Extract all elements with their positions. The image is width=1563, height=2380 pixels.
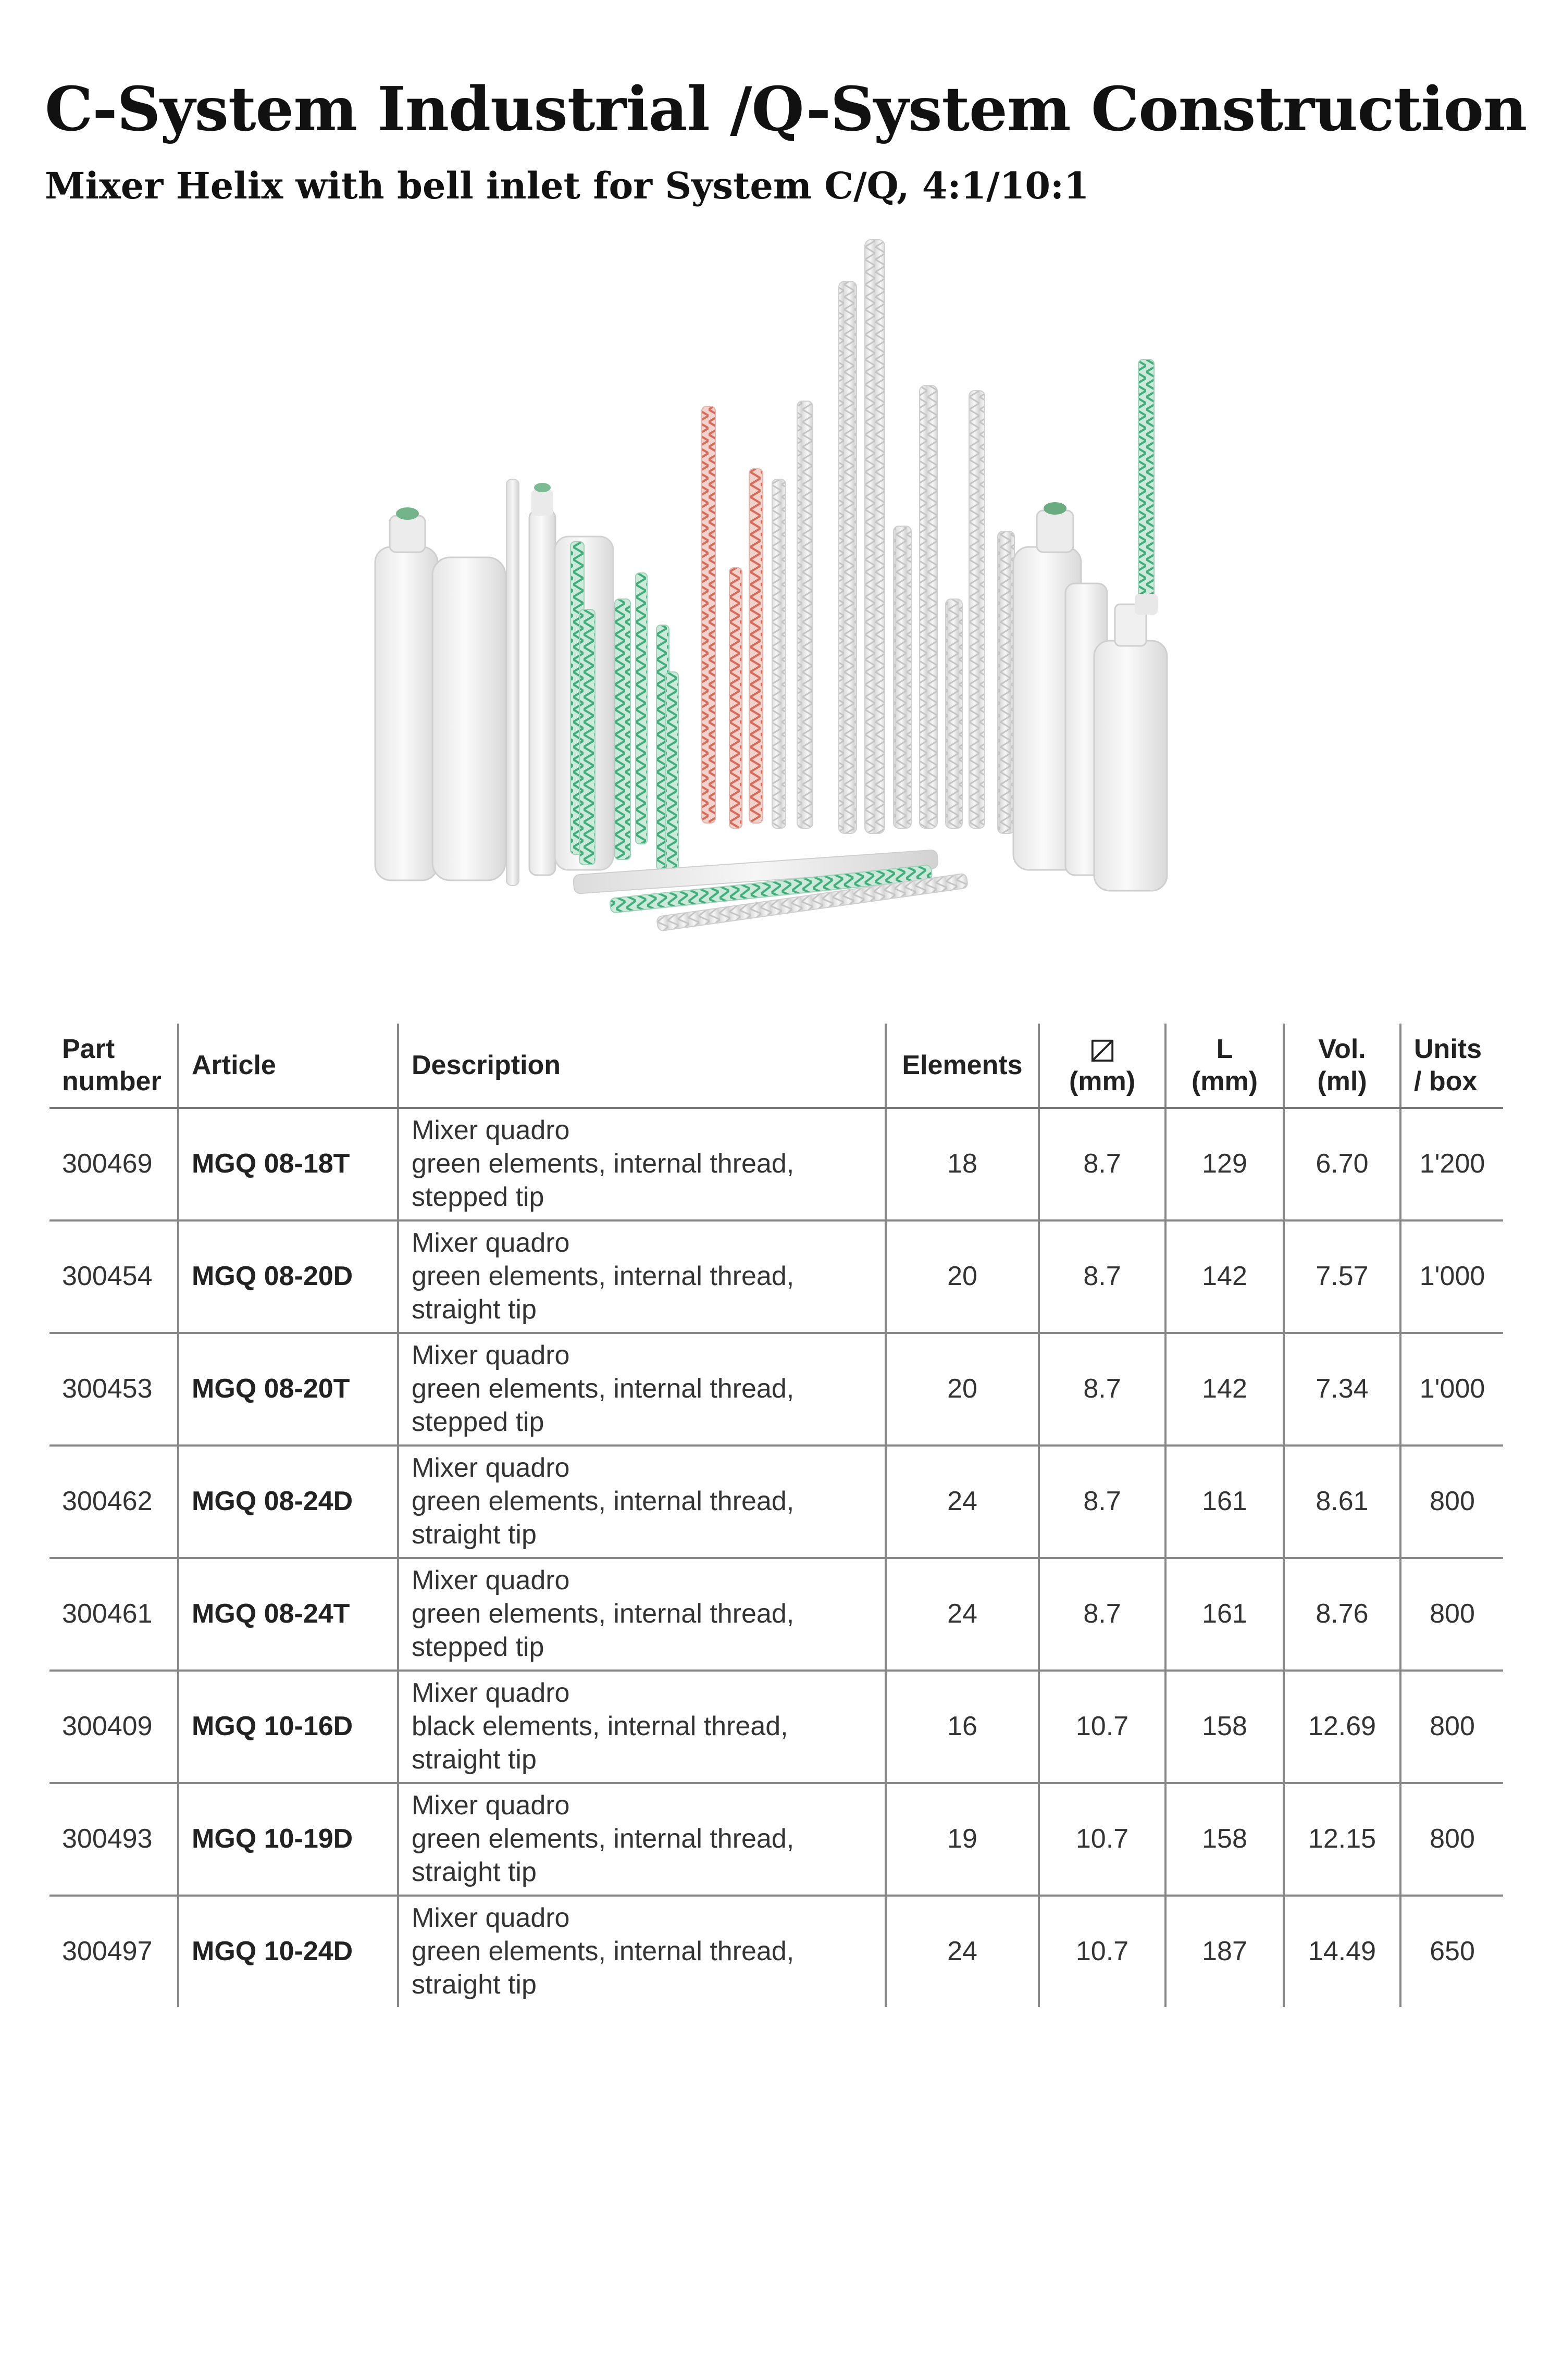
description-line: black elements, internal thread, [412,1711,788,1742]
header-diameter-unit: (mm) [1069,1066,1136,1096]
cell-length: 161 [1165,1446,1284,1558]
cell-article: MGQ 10-16D [178,1671,398,1783]
cell-length: 161 [1165,1558,1284,1671]
cell-volume: 8.76 [1284,1558,1400,1671]
cell-units: 800 [1400,1783,1503,1896]
table-row [49,1108,1503,1220]
cell-units: 800 [1400,1446,1503,1558]
cell-description [398,1783,886,1896]
product-table [49,1024,1503,2007]
description-line: Mixer quadro [412,1453,570,1484]
description-line: straight tip [412,1744,537,1775]
product-table-container [49,1024,1503,2007]
cell-part-number: 300497 [62,1936,153,1967]
table-row [49,1783,1503,1896]
description-line: Mixer quadro [412,1903,570,1934]
description-line: green elements, internal thread, [412,1261,795,1292]
cell-length: 142 [1165,1220,1284,1333]
page-title: C-System Industrial /Q-System Construction [45,74,1527,145]
description-line: green elements, internal thread, [412,1599,795,1629]
table-row [49,1558,1503,1671]
page-subtitle: Mixer Helix with bell inlet for System C/Q, 4:1/10:1 [45,164,1089,207]
cell-length: 129 [1165,1108,1284,1220]
cell-part-number: 300454 [49,1220,178,1333]
cell-description [398,1896,886,2007]
cell-description [398,1558,886,1671]
cartridge-left [375,507,505,880]
cell-diameter: 10.7 [1039,1896,1165,2007]
description-line: green elements, internal thread, [412,1374,795,1404]
description-line: straight tip [412,1969,537,2000]
cell-article: MGQ 08-18T [178,1108,398,1220]
table-row [49,1896,1503,2007]
cell-elements: 20 [886,1333,1039,1446]
header-volume-unit: (ml) [1317,1066,1367,1096]
description-line: stepped tip [412,1406,544,1437]
cell-description [398,1446,886,1558]
header-length-label: L [1216,1033,1233,1064]
description-line: straight tip [412,1856,537,1887]
square-diagonal-icon [1090,1039,1114,1063]
cell-volume: 8.61 [1284,1446,1400,1558]
cell-elements: 18 [886,1108,1039,1220]
cell-article: MGQ 08-24T [178,1558,398,1671]
table-row [49,1333,1503,1446]
description-line: stepped tip [412,1181,544,1212]
cell-elements: 24 [886,1896,1039,2007]
cell-part-number: 300493 [49,1783,178,1896]
description-line: Mixer quadro [412,1115,570,1146]
cell-article: MGQ 10-24D [178,1896,398,2007]
table-row [49,1671,1503,1783]
cell-length: 187 [1165,1896,1284,2007]
header-volume [1284,1024,1400,1108]
header-units-box: / box [1414,1066,1478,1096]
header-elements: Elements [886,1024,1039,1108]
cell-diameter: 8.7 [1039,1446,1165,1558]
cell-description [398,1333,886,1446]
header-units [1400,1024,1503,1108]
cell-elements: 24 [886,1558,1039,1671]
cell-elements: 20 [886,1220,1039,1333]
description-line: green elements, internal thread, [412,1824,795,1854]
cell-units: 650 [1400,1896,1503,2007]
cell-description [398,1220,886,1333]
product-photo [365,234,1219,964]
cell-units: 800 [1400,1671,1503,1783]
cell-part-number: 300409 [49,1671,178,1783]
description-line: straight tip [412,1519,537,1550]
cell-volume: 12.69 [1284,1671,1400,1783]
cell-elements: 19 [886,1783,1039,1896]
cell-part-number: 300461 [49,1558,178,1671]
header-units-label: Units [1414,1033,1482,1064]
table-row [49,1446,1503,1558]
cell-elements: 24 [886,1446,1039,1558]
cell-units: 1'200 [1400,1108,1503,1220]
description-line: straight tip [412,1294,537,1325]
cell-length: 142 [1165,1333,1284,1446]
cell-diameter: 10.7 [1039,1671,1165,1783]
header-part-number: Part number [49,1024,178,1108]
cell-part-number: 300462 [49,1446,178,1558]
cell-length: 158 [1165,1783,1284,1896]
cell-article: MGQ 08-24D [178,1446,398,1558]
cell-units: 800 [1400,1558,1503,1671]
cell-volume: 14.49 [1284,1896,1400,2007]
table-row [49,1220,1503,1333]
cell-units: 1'000 [1400,1333,1503,1446]
header-diameter [1039,1024,1165,1108]
header-article: Article [178,1024,398,1108]
cell-volume: 7.57 [1284,1220,1400,1333]
description-line: Mixer quadro [412,1565,570,1596]
cell-volume: 12.15 [1284,1783,1400,1896]
cell-description [398,1671,886,1783]
header-length [1165,1024,1284,1108]
header-volume-label: Vol. [1318,1033,1366,1064]
description-line: stepped tip [412,1631,544,1662]
cell-article: MGQ 08-20D [178,1220,398,1333]
cell-diameter: 10.7 [1039,1783,1165,1896]
cell-diameter: 8.7 [1039,1220,1165,1333]
cell-diameter: 8.7 [1039,1333,1165,1446]
cell-part-number: 300453 [49,1333,178,1446]
cell-elements: 16 [886,1671,1039,1783]
cell-description [398,1108,886,1220]
cell-volume: 6.70 [1284,1108,1400,1220]
description-line: Mixer quadro [412,1790,570,1821]
cell-part-number: 300469 [49,1108,178,1220]
table-header-row [49,1024,1503,1108]
description-line: green elements, internal thread, [412,1936,795,1967]
description-line: green elements, internal thread, [412,1149,795,1179]
cell-diameter: 8.7 [1039,1558,1165,1671]
cell-volume: 7.34 [1284,1333,1400,1446]
description-line: Mixer quadro [412,1678,570,1709]
header-description: Description [398,1024,886,1108]
cell-units: 1'000 [1400,1220,1503,1333]
header-length-unit: (mm) [1191,1066,1258,1096]
cell-length: 158 [1165,1671,1284,1783]
cell-diameter: 8.7 [1039,1108,1165,1220]
description-line: Mixer quadro [412,1228,570,1258]
description-line: green elements, internal thread, [412,1486,795,1517]
cell-article: MGQ 08-20T [178,1333,398,1446]
description-line: Mixer quadro [412,1340,570,1371]
cell-article: MGQ 10-19D [178,1783,398,1896]
